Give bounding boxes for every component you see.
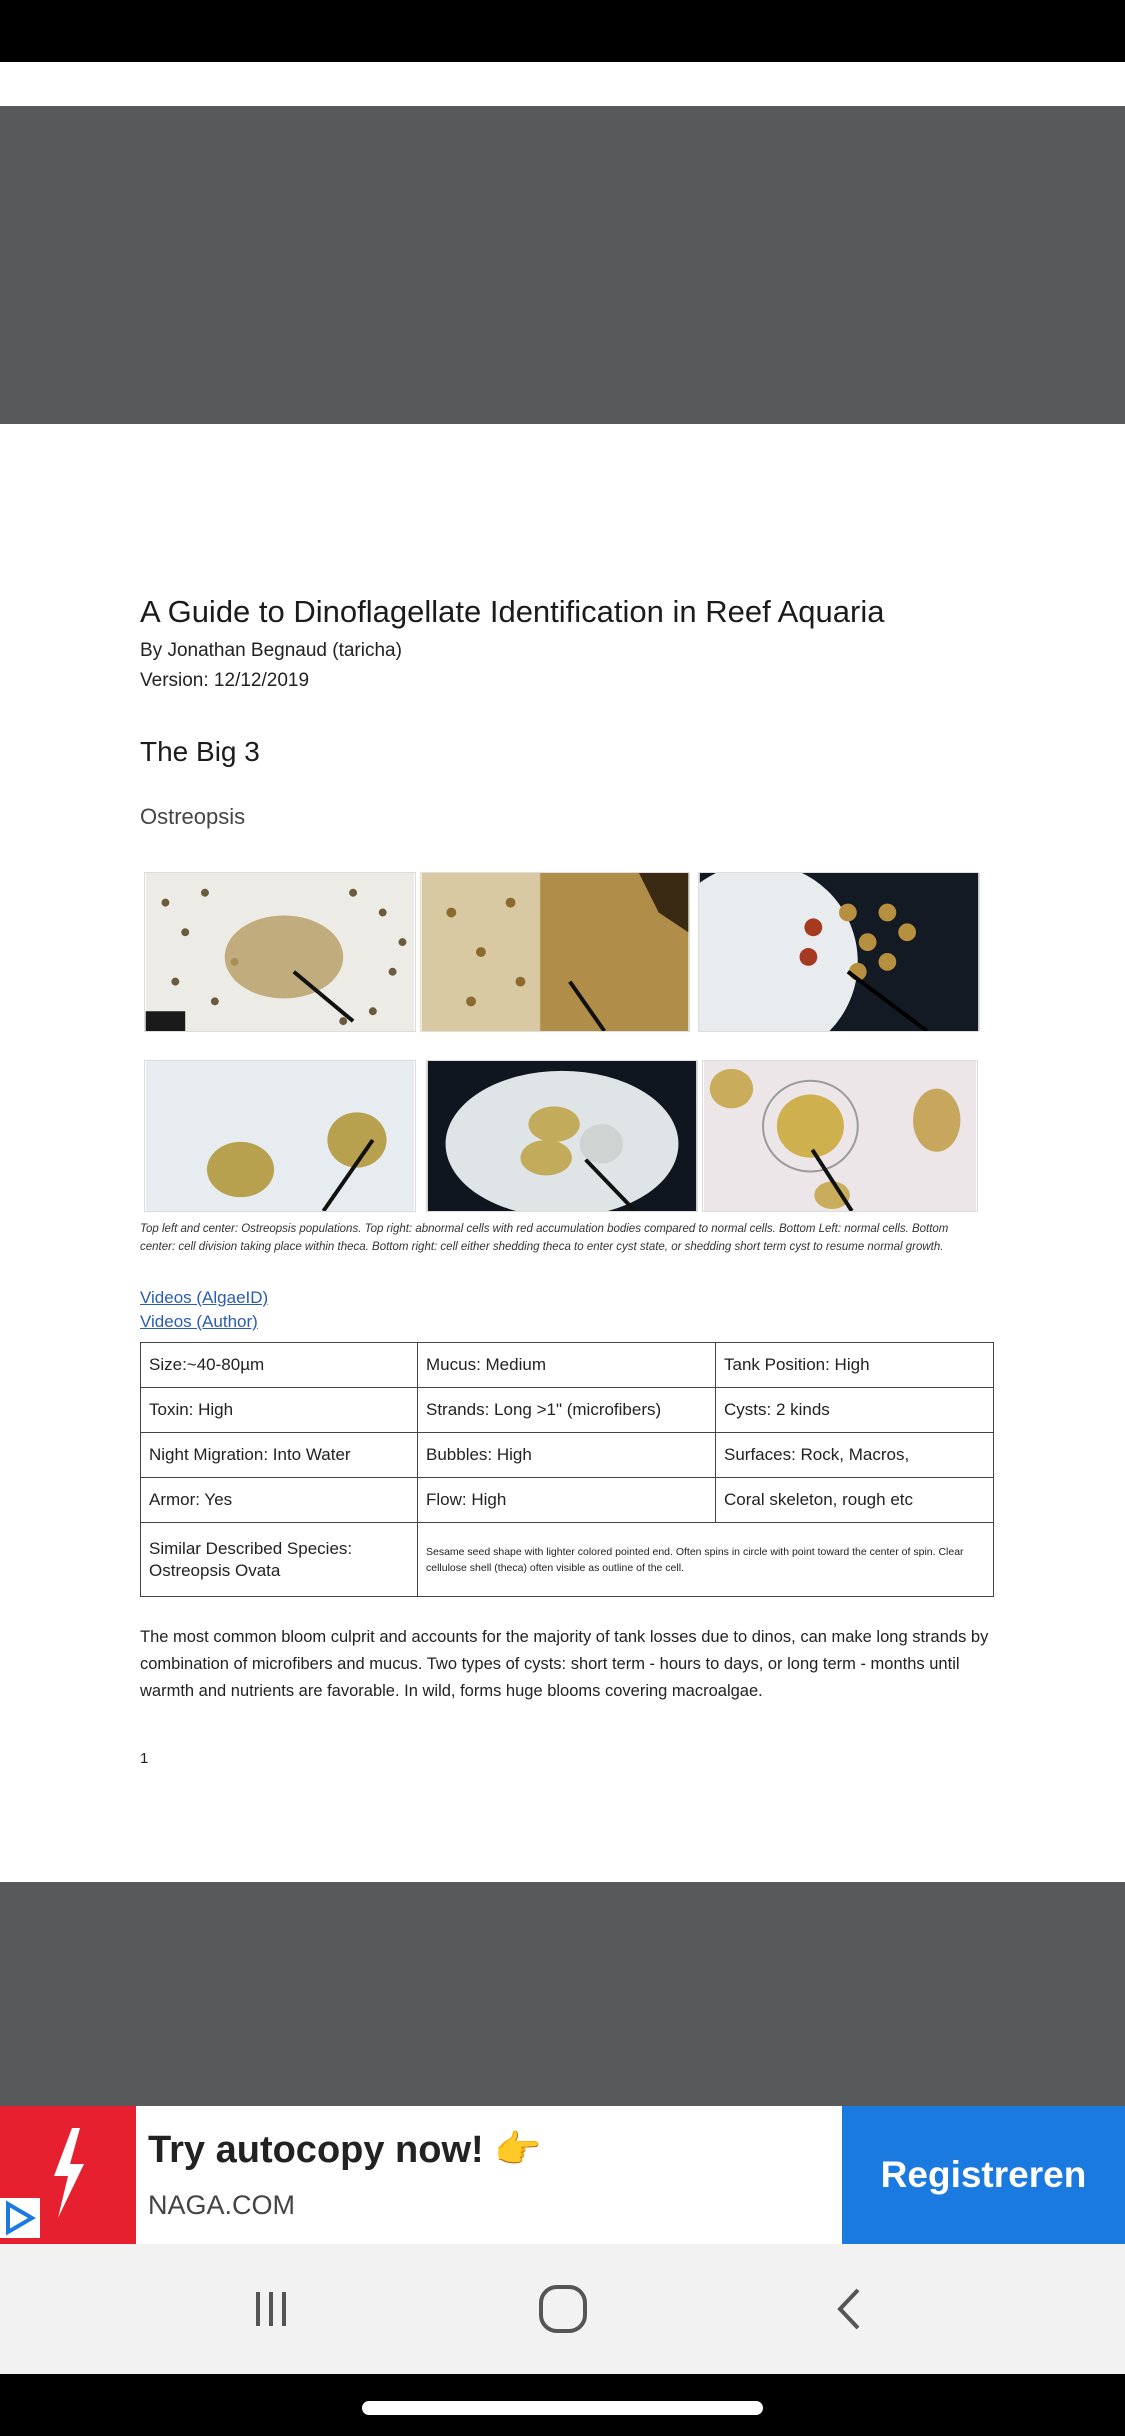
document-title: A Guide to Dinoflagellate Identification in Reef Aquaria	[140, 594, 885, 629]
ad-domain[interactable]: NAGA.COM	[148, 2190, 296, 2220]
table-row	[141, 1343, 994, 1388]
home-indicator[interactable]	[362, 2401, 763, 2415]
register-button[interactable]: Registreren	[842, 2106, 1125, 2244]
document-author: By Jonathan Begnaud (taricha)	[140, 640, 402, 661]
table-cell: Toxin: High	[141, 1388, 418, 1433]
micrograph-bottom-center	[426, 1060, 698, 1212]
subsection-heading: Ostreopsis	[140, 804, 246, 829]
recents-button[interactable]	[226, 2264, 316, 2354]
table-cell: Night Migration: Into Water	[141, 1433, 418, 1478]
document-version: Version: 12/12/2019	[140, 670, 310, 691]
table-cell: Surfaces: Rock, Macros,	[716, 1433, 994, 1478]
videos-author-link[interactable]: Videos (Author)	[140, 1312, 258, 1331]
viewer-background-top	[0, 106, 1125, 424]
table-cell: Similar Described Species: Ostreopsis Ovata	[141, 1523, 418, 1597]
top-strip	[0, 62, 1125, 106]
table-row	[141, 1478, 994, 1523]
home-icon	[533, 2279, 593, 2339]
table-cell-description: Sesame seed shape with lighter colored pointed end. Often spins in circle with point toward the center of spin. Clear cellulose shell (theca) often visible as outline of the cell.	[418, 1523, 994, 1597]
table-cell: Flow: High	[418, 1478, 716, 1523]
ad-banner[interactable]	[0, 2106, 1125, 2244]
adchoices-icon[interactable]	[0, 2198, 40, 2238]
table-cell: Coral skeleton, rough etc	[716, 1478, 994, 1523]
back-button[interactable]	[806, 2264, 896, 2354]
micrograph-bottom-left	[144, 1060, 416, 1212]
micrograph-top-right	[698, 872, 980, 1032]
videos-algaeid-link[interactable]: Videos (AlgaeID)	[140, 1288, 269, 1307]
micrograph-top-center	[420, 872, 690, 1032]
table-cell: Cysts: 2 kinds	[716, 1388, 994, 1433]
recents-icon	[246, 2284, 296, 2334]
table-cell: Bubbles: High	[418, 1433, 716, 1478]
viewer-background-bottom	[0, 1882, 1125, 2106]
species-info-table	[140, 1342, 994, 1597]
section-heading: The Big 3	[140, 736, 260, 767]
table-cell: Mucus: Medium	[418, 1343, 716, 1388]
back-icon	[826, 2284, 876, 2334]
table-row	[141, 1388, 994, 1433]
table-cell: Armor: Yes	[141, 1478, 418, 1523]
table-cell: Tank Position: High	[716, 1343, 994, 1388]
status-bar	[0, 0, 1125, 62]
table-row	[141, 1433, 994, 1478]
navigation-bar	[0, 2244, 1125, 2374]
home-button[interactable]	[518, 2264, 608, 2354]
ad-title[interactable]: Try autocopy now! 👉	[148, 2129, 542, 2171]
table-row	[141, 1523, 994, 1597]
figure-caption: Top left and center: Ostreopsis populations. Top right: abnormal cells with red accumulation bodies compared to normal cells. Bottom Left: normal cells. Bottom center: cell division taking place within theca. Bottom right: cell either shedding theca to enter cyst state, or shedding short term cyst to resume normal growth.	[140, 1223, 949, 1253]
description-paragraph: The most common bloom culprit and accounts for the majority of tank losses due to dinos, can make long strands by combination of microfibers and mucus. Two types of cysts: short term - hours to days, or long term - months until warmth and nutrients are favorable. In wild, forms huge blooms covering macroalgae.	[140, 1628, 989, 1700]
document-page	[0, 424, 1125, 1882]
page-number: 1	[140, 1750, 149, 1767]
table-cell: Size:~40-80µm	[141, 1343, 418, 1388]
micrograph-bottom-right	[702, 1060, 978, 1212]
table-cell: Strands: Long >1" (microfibers)	[418, 1388, 716, 1433]
micrograph-top-left	[144, 872, 416, 1032]
